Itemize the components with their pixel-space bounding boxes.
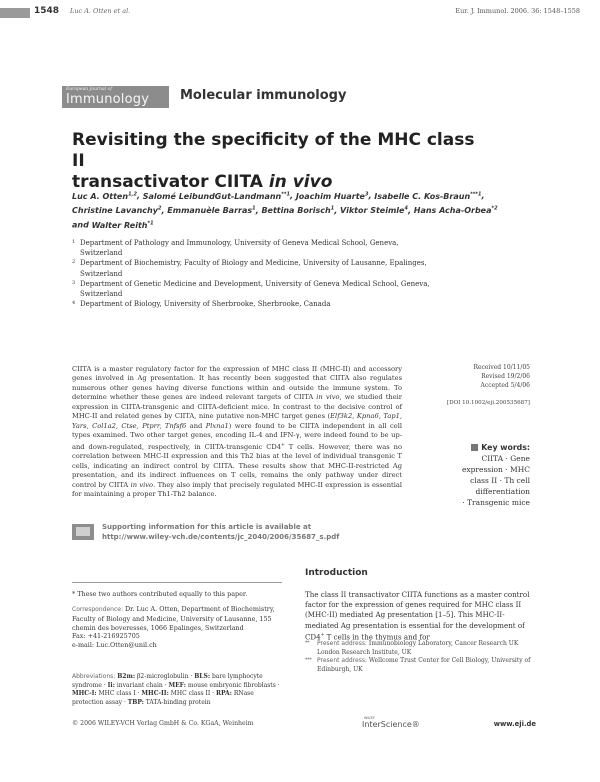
page-number: 1548 — [34, 6, 60, 16]
author-name: Walter Reith — [91, 220, 148, 230]
footnote-text: Wellcome Trust Center for Cell Biology, University of Edinburgh, UK — [317, 657, 531, 673]
abbreviations-label: Abbreviations: — [72, 673, 116, 680]
interscience-logo-small: WILEY — [364, 716, 375, 720]
abbreviation-value: TATA-binding protein — [143, 698, 211, 706]
affiliation-number: 1 — [72, 239, 76, 245]
footnote-label: Present address: — [317, 640, 368, 647]
keyword-line: class II · Th cell — [470, 476, 530, 485]
supporting-info-link[interactable]: http://www.wiley-vch.de/contents/jc_2040/2006/35687_s.pdf — [102, 533, 340, 541]
keyword-line: differentiation — [475, 487, 530, 496]
title-line-1: Revisiting the specificity of the MHC class II — [72, 130, 475, 171]
journal-logo — [62, 86, 169, 108]
header-bar-mark — [0, 8, 30, 18]
copyright: © 2006 WILEY-VCH Verlag GmbH & Co. KGaA, Weinheim — [72, 720, 254, 727]
author-affiliation-mark: ***1 — [470, 191, 482, 197]
author — [414, 206, 498, 215]
title-line-2-italic: in vivo — [268, 172, 333, 192]
abstract-part: and — [186, 421, 206, 430]
supporting-info-text: Supporting information for this article is available at — [102, 523, 312, 531]
abbreviation-key: MHC-II: — [141, 690, 169, 698]
affiliation-number: 4 — [72, 300, 76, 307]
author-name: Isabelle C. Kos-Braun — [374, 191, 471, 201]
author — [72, 192, 137, 201]
author-name: Luc A. Otten — [72, 191, 129, 201]
keyword-line: expression · MHC — [461, 465, 530, 474]
fax: Fax: +41-216925705 — [72, 632, 140, 641]
affiliation — [72, 299, 432, 309]
abbreviation-key: RPA: — [215, 690, 232, 698]
abstract-part: ) were found to be CIITA independent in all cell types examined. Two other target genes, encoding IL-4 and IFN-γ, were indeed found to be up- and down-regulated, respectively, in CIITA-transgenic CD4 — [72, 421, 402, 451]
abstract — [72, 365, 402, 500]
journal-url[interactable]: www.eji.de — [493, 720, 536, 728]
footnote-rule — [72, 582, 282, 583]
equal-contribution-footnote: * These two authors contributed equally to this paper. — [72, 590, 248, 598]
author — [261, 206, 334, 215]
affiliation — [72, 279, 432, 299]
doi[interactable]: [DOI 10.1002/eji.200535687] — [446, 400, 530, 406]
author-affiliation-mark: **1 — [281, 191, 290, 197]
accepted-date — [440, 382, 530, 391]
affiliation — [72, 258, 432, 278]
correspondence — [72, 605, 287, 650]
accepted-value: 5/4/06 — [510, 381, 530, 389]
title-line-2-plain: transactivator CIITA — [72, 172, 269, 192]
abbreviations — [72, 673, 287, 707]
affiliation-number: 2 — [72, 259, 76, 266]
journal-logo-name: Immunology — [66, 92, 150, 107]
present-address-footnote — [305, 640, 535, 657]
introduction-heading: Introduction — [305, 568, 368, 578]
supporting-info — [102, 522, 422, 542]
footnote-text: Immunobiology Laboratory, Cancer Research UK London Research Institute, UK — [317, 640, 519, 656]
author — [72, 206, 161, 215]
revised-label: Revised — [481, 372, 505, 380]
author — [143, 192, 290, 201]
keyword-line: CIITA · Gene — [481, 454, 530, 463]
keywords — [440, 442, 530, 508]
abbreviation-key: MHC-I: — [72, 690, 97, 698]
interscience-logo-main: InterScience® — [362, 720, 420, 729]
affiliation — [72, 238, 432, 258]
journal-citation: Eur. J. Immunol. 2006. 36: 1548–1558 — [455, 7, 580, 15]
author — [167, 206, 255, 215]
author — [92, 221, 154, 230]
author-name: Emmanuèle Barras — [167, 206, 253, 216]
abbreviation-value: mouse embryonic fibroblasts · — [185, 681, 280, 689]
author-name: Hans Acha-Orbea — [413, 206, 492, 216]
author-affiliation-mark: 1 — [330, 205, 335, 212]
affiliation-text: Department of Biochemistry, Faculty of Biology and Medicine, University of Lausanne, Epalinges, Switzerland — [80, 259, 427, 278]
author-affiliation-mark: 3 — [364, 191, 369, 197]
affiliation-number: 3 — [72, 279, 76, 286]
author-name: Salomé LeibundGut-Landmann — [142, 191, 282, 201]
affiliation-text: Department of Genetic Medicine and Development, University of Geneva Medical School, Geneva, Switzerland — [80, 279, 430, 299]
author-affiliation-mark: 1,2 — [128, 191, 137, 197]
running-authors: Luc A. Otten et al. — [70, 7, 131, 15]
abstract-genes: Elf3k2, Kpna6, Tap1, Yars, Col1a2, Ctse, Ptprr, Tnfsf6 — [72, 412, 402, 430]
section-title: Molecular immunology — [180, 88, 347, 103]
footnote-mark: *** — [305, 658, 312, 664]
abstract-part: CIITA is a master regulatory factor for the expression of MHC class II (MHC-II) and accessory genes involved in Ag presentation. It has recently been suggested that CIITA also regulates numerous other genes having diverse functions within and outside the immune system. To determine whether these genes are indeed relevant targets of CIITA — [72, 365, 402, 402]
author-affiliation-mark: *2 — [491, 205, 498, 212]
author-name: Joachim Huarte — [295, 191, 365, 201]
correspondence-address — [72, 605, 287, 632]
abbreviation-value: RNase protection assay · — [72, 690, 254, 706]
journal-logo-small: European Journal of — [66, 87, 112, 92]
article-title — [72, 130, 492, 193]
abbreviation-key: B2m: — [117, 673, 136, 680]
intro-part: T cells in the thymus and for — [324, 632, 430, 642]
abstract-italic: in vivo — [316, 393, 340, 402]
correspondence-label: Correspondence: — [72, 606, 123, 613]
abbreviation-value: invariant chain · — [114, 681, 169, 689]
received-label: Received — [473, 364, 502, 371]
abstract-gene: Plxna1 — [205, 421, 229, 430]
abstract-sup: + — [281, 442, 285, 448]
abstract-part: T cells. However, there was no correlation between MHC-II expression and this Th2 bias at the level of individual transgenic T cells, indicating an indirect control by CIITA. These results show that MHC-II-restricted Ag presentation, and its indirect influences on T cells, remains the only pathway under direct control by CIITA — [72, 442, 402, 489]
abbreviation-value: MHC class II · — [168, 690, 216, 698]
introduction-text — [305, 590, 535, 642]
abbreviation-value: bare lymphocyte syndrome · — [72, 673, 263, 689]
revised-value: 19/2/06 — [506, 372, 530, 380]
present-address-footnote — [305, 657, 535, 674]
author — [296, 192, 369, 201]
affiliation-text: Department of Biology, University of Sherbrooke, Sherbrooke, Canada — [80, 300, 331, 309]
abbreviation-key: TBP: — [127, 698, 144, 706]
accepted-label: Accepted — [480, 381, 509, 389]
author-affiliation-mark: 4 — [404, 205, 408, 212]
abstract-part: , we studied their expression in CIITA-transgenic and CIITA-deficient mice. In contrast to the decisive control of MHC-II and related genes by CIITA, nine putative non-MHC target genes ( — [72, 393, 402, 421]
author — [374, 192, 481, 201]
received-value: 10/11/05 — [503, 364, 530, 371]
author-affiliation-mark: 1 — [252, 205, 256, 212]
author-list: Luc A. Otten$^{1,2}$, Salomé LeibundGut-Landmann$^{**1}$, Joachim Huarte$^3$, Isabelle C. Kos-Braun$^{***1}$, Christine Lavanchy$^2$, Emmanuèle Barras$^1$, Bettina Borisch$^1$, Viktor Steimle$^4$, Hans Acha-Orbea$^{*2}$ and Walter Reith$^{*1}$ — [72, 191, 498, 230]
article-dates — [440, 364, 530, 390]
supporting-info-icon — [72, 524, 94, 540]
abstract-part: . They also imply that precisely regulated MHC-II expression is essential for maintaining a proper Th1-Th2 balance. — [72, 480, 403, 499]
author-name: Viktor Steimle — [340, 206, 405, 216]
footnote-label: Present address: — [317, 657, 368, 665]
footnote-mark: ** — [305, 641, 310, 646]
intro-sup: + — [320, 632, 325, 638]
correspondence-text: Dr. Luc A. Otten, Department of Biochemistry, Faculty of Biology and Medicine, University of Lausanne, 155 chemin des boveresses, 1066 Epalinges, Switzerland — [72, 605, 275, 632]
author-affiliation-mark: 2 — [157, 205, 162, 212]
author-name: Christine Lavanchy — [72, 206, 158, 216]
page-header — [0, 0, 600, 22]
author — [340, 206, 408, 215]
keywords-title: Key words: — [440, 442, 530, 453]
affiliation-list — [72, 238, 432, 309]
author-name: Bettina Borisch — [261, 206, 331, 216]
abbreviation-value: MHC class I · — [96, 690, 142, 698]
abbreviation-key: BLS: — [194, 673, 211, 680]
intro-part: The class II transactivator CIITA functions as a master control factor for the expression of genes required for MHC class II (MHC-II) mediated Ag presentation [1–5]. This MHC-II-mediated Ag presentation is essential for the development of CD4 — [305, 590, 530, 642]
author-affiliation-mark: *1 — [147, 220, 154, 227]
abstract-italic: in vivo — [130, 480, 154, 489]
present-address-footnotes — [305, 640, 535, 674]
abbreviation-key: Ii: — [107, 681, 115, 689]
abbreviation-value: β2-microglobulin · — [135, 673, 195, 680]
revised-date — [440, 373, 530, 382]
affiliation-text: Department of Pathology and Immunology, University of Geneva Medical School, Geneva, Switzerland — [80, 239, 399, 258]
keyword-line: · Transgenic mice — [462, 498, 530, 507]
received-date — [440, 364, 530, 373]
interscience-logo — [360, 716, 430, 732]
email[interactable]: e-mail: Luc.Otten@unil.ch — [72, 641, 157, 650]
abbreviation-key: MEF: — [168, 681, 186, 689]
